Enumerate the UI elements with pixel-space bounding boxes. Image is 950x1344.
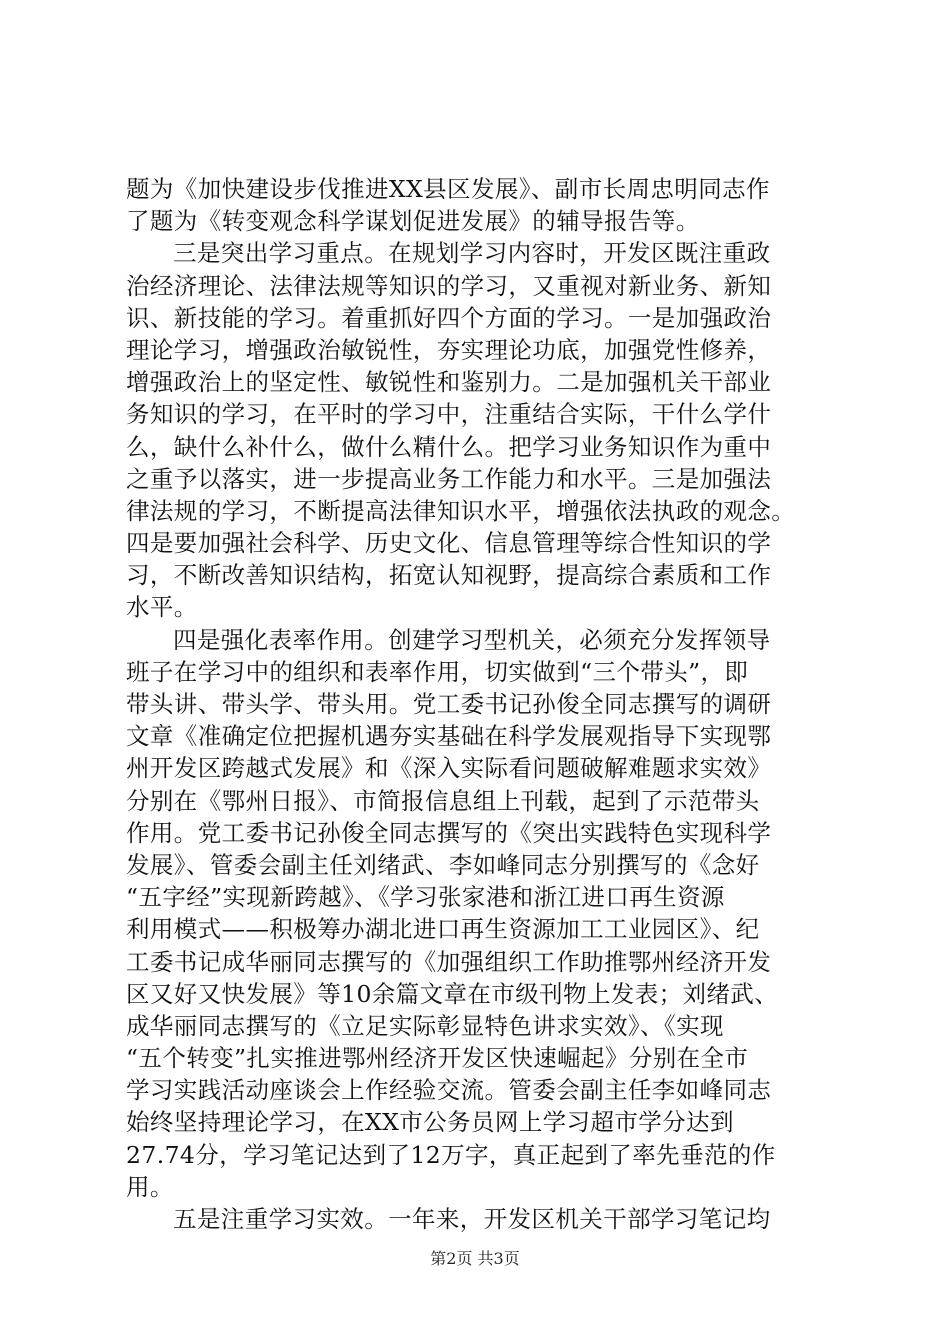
text-line: 利用模式——积极筹办湖北进口再生资源加工工业园区》、纪	[126, 915, 760, 944]
text-line: 理论学习，增强政治敏锐性，夯实理论功底，加强党性修养，	[126, 335, 772, 364]
text-line: 务知识的学习，在平时的学习中，注重结合实际，干什么学什	[126, 400, 772, 429]
text-line: 分别在《鄂州日报》、市简报信息组上刊载，起到了示范带头	[126, 786, 760, 815]
text-line: 工委书记成华丽同志撰写的《加强组织工作助推鄂州经济开发	[126, 947, 772, 976]
text-line: 三是突出学习重点。在规划学习内容时，开发区既注重政	[173, 239, 771, 268]
text-line: 发展》、管委会副主任刘绪武、李如峰同志分别撰写的《念好	[126, 850, 760, 879]
text-line: 识、新技能的学习。着重抓好四个方面的学习。一是加强政治	[126, 303, 772, 332]
text-line: 班子在学习中的组织和表率作用，切实做到“三个带头”，即	[126, 657, 749, 686]
text-line: “五字经”实现新跨越》、《学习张家港和浙江进口再生资源	[126, 883, 725, 912]
text-line: 水平。	[126, 593, 198, 622]
text-line: 州开发区跨越式发展》和《深入实际看问题破解难题求实效》	[126, 754, 772, 783]
text-line: 习，不断改善知识结构，拓宽认知视野，提高综合素质和工作	[126, 561, 772, 590]
text-line: “五个转变”扎实推进鄂州经济开发区快速崛起》分别在全市	[126, 1044, 749, 1073]
text-line: 了题为《转变观念科学谋划促进发展》的辅导报告等。	[126, 207, 700, 236]
text-line: 始终坚持理论学习，在XX市公务员网上学习超市学分达到	[126, 1108, 734, 1137]
text-line: 作用。党工委书记孙俊全同志撰写的《突出实践特色实现科学	[126, 818, 772, 847]
text-line: 区又好又快发展》等10余篇文章在市级刊物上发表；刘绪武、	[126, 979, 779, 1008]
text-line: 治经济理论、法律法规等知识的学习，又重视对新业务、新知	[126, 271, 772, 300]
text-line: 么，缺什么补什么，做什么精什么。把学习业务知识作为重中	[126, 432, 772, 461]
text-line: 五是注重学习实效。一年来，开发区机关干部学习笔记均	[173, 1205, 771, 1233]
text-line: 律法规的学习，不断提高法律知识水平，增强依法执政的观念。	[126, 496, 796, 525]
text-line: 成华丽同志撰写的《立足实际彰显特色讲求实效》、《实现	[126, 1011, 724, 1040]
text-line: 四是强化表率作用。创建学习型机关，必须充分发挥领导	[173, 625, 771, 654]
text-line: 27.74分，学习笔记达到了12万字，真正起到了率先垂范的作	[126, 1140, 776, 1169]
page-footer: 第2页 共3页	[430, 1249, 520, 1268]
text-line: 四是要加强社会科学、历史文化、信息管理等综合性知识的学	[126, 529, 772, 558]
text-line: 题为《加快建设步伐推进XX县区发展》、副市长周忠明同志作	[126, 175, 770, 203]
text-line: 用。	[126, 1172, 174, 1201]
text-line: 带头讲、带头学、带头用。党工委书记孙俊全同志撰写的调研	[126, 690, 772, 718]
text-line: 文章《准确定位把握机遇夯实基础在科学发展观指导下实现鄂	[126, 722, 772, 751]
document-body	[126, 173, 848, 1235]
text-line: 之重予以落实，进一步提高业务工作能力和水平。三是加强法	[126, 464, 772, 493]
text-line: 学习实践活动座谈会上作经验交流。管委会副主任李如峰同志	[126, 1076, 772, 1105]
text-line: 增强政治上的坚定性、敏锐性和鉴别力。二是加强机关干部业	[126, 368, 772, 397]
